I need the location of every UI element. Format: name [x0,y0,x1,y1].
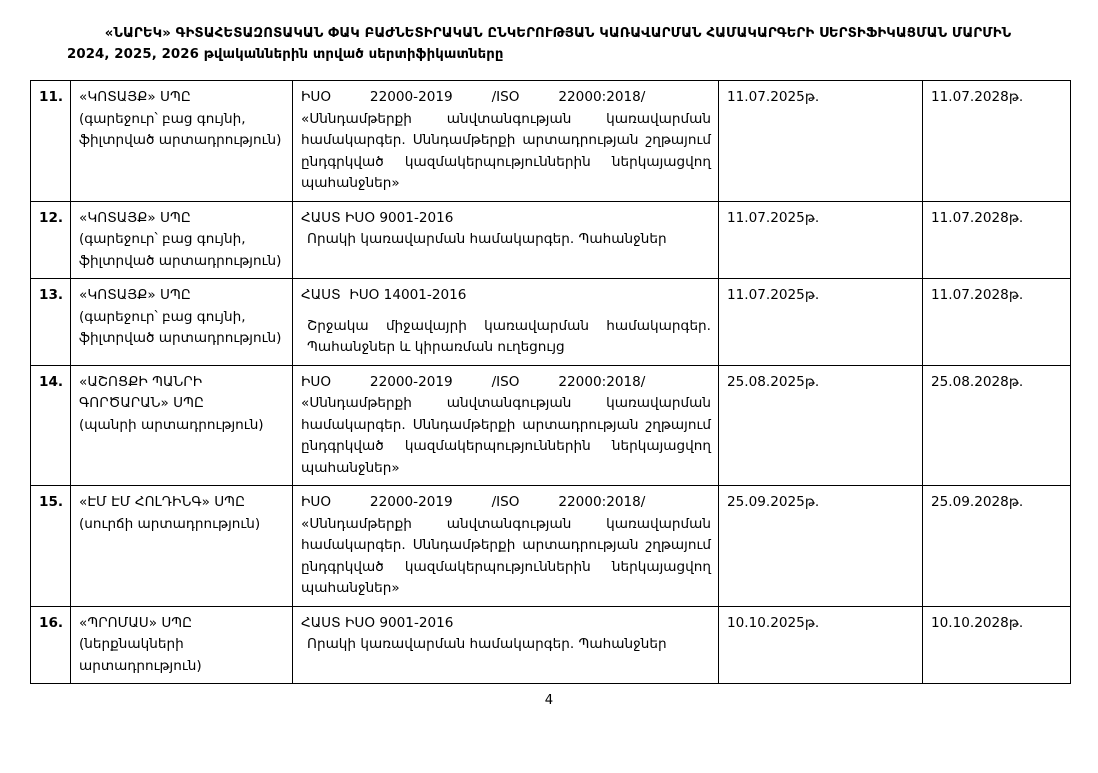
standard-title: ՀԱՍՏ ԻՍՕ 14001-2016 [301,287,467,303]
standard-cell [293,81,719,202]
organization-scope: (գարեջուր՝ բաց գույնի, ֆիլտրված արտադրություն) [79,308,282,346]
table-row [31,365,1071,486]
organization-name: «ՊՐՈՄԱՍ» ՍՊԸ [79,614,193,631]
organization-cell [71,365,293,486]
organization-name: «ԷՄ ԷՄ ՀՈԼԴԻՆԳ» ՍՊԸ [79,494,246,510]
standard-cell [293,365,719,486]
standard-description: Որակի կառավարման համակարգեր. Պահանջներ [307,231,667,247]
organization-name: «ԿՈՏԱՅՔ» ՍՊԸ [79,209,191,226]
expiry-date-cell: 10.10.2028թ. [923,606,1071,684]
issue-date-cell: 25.08.2025թ. [719,365,923,486]
issue-date-cell: 11.07.2025թ. [719,81,923,202]
standard-description: Որակի կառավարման համակարգեր. Պահանջներ [307,636,667,652]
certificates-table-body [31,81,1071,684]
certificates-table [30,80,1071,684]
table-row [31,606,1071,684]
row-number-cell: 12. [31,201,71,279]
issue-date-cell: 11.07.2025թ. [719,279,923,366]
standard-title: ՀԱՍՏ ԻՍՕ 9001-2016 [301,209,454,226]
organization-cell [71,606,293,684]
document-header [63,23,1053,65]
issue-date-cell: 25.09.2025թ. [719,486,923,607]
row-number-cell: 13. [31,279,71,366]
table-row [31,81,1071,202]
organization-cell [71,201,293,279]
row-number-cell: 15. [31,486,71,607]
header-title-line-2: 2024, 2025, 2026 թվականներին տրված սերտիֆիկատները [67,47,504,62]
page-number: 4 [544,693,554,708]
organization-scope: (գարեջուր՝ բաց գույնի, ֆիլտրված արտադրություն) [79,110,282,148]
header-title-line-1: «ՆԱՐԵԿ» ԳԻՏԱՀԵՏԱԶՈՏԱԿԱՆ ՓԱԿ ԲԱԺՆԵՏԻՐԱԿԱՆ ԸՆԿԵՐՈՒԹՅԱՆ ԿԱՌԱՎԱՐՄԱՆ ՀԱՄԱԿԱՐԳԵՐԻ ՍԵՐՏԻՖԻԿԱՑՄԱՆ ՄԱՐՄԻՆ [104,26,1012,41]
standard-description: «Սննդամթերքի անվտանգության կառավարման համակարգեր. Սննդամթերքի արտադրության շղթայում ընդգրկված կազմակերպություններին ներկայացվող պահանջներ» [301,515,711,596]
organization-name: «ԱՇՈՑՔԻ ՊԱՆՐԻ ԳՈՐԾԱՐԱՆ» ՍՊԸ [79,373,204,411]
standard-title: ՀԱՍՏ ԻՍՕ 9001-2016 [301,614,454,631]
spacer [301,307,711,316]
issue-date-cell: 11.07.2025թ. [719,201,923,279]
organization-name: «ԿՈՏԱՅՔ» ՍՊԸ [79,287,191,303]
expiry-date-cell: 11.07.2028թ. [923,81,1071,202]
standard-description: Շրջակա միջավայրի կառավարման համակարգեր. Պահանջներ և կիրառման ուղեցույց [307,317,711,355]
organization-scope: (սուրճի արտադրություն) [79,515,261,532]
standard-cell [293,201,719,279]
table-row [31,201,1071,279]
standard-description: «Սննդամթերքի անվտանգության կառավարման համակարգեր. Սննդամթերքի արտադրության շղթայում ընդգրկված կազմակերպություններին ներկայացվող պահանջներ» [301,395,711,476]
organization-scope: (գարեջուր՝ բաց գույնի, ֆիլտրված արտադրություն) [79,231,282,269]
expiry-date-cell: 25.09.2028թ. [923,486,1071,607]
standard-description: «Սննդամթերքի անվտանգության կառավարման համակարգեր. Սննդամթերքի արտադրության շղթայում ընդգրկված կազմակերպություններին ներկայացվող պահանջներ» [301,110,711,191]
standard-cell [293,606,719,684]
organization-scope: (պանրի արտադրություն) [79,416,264,433]
row-number-cell: 11. [31,81,71,202]
standard-title: ԻՍՕ 22000-2019 /ISO 22000:2018/ [301,494,646,510]
expiry-date-cell: 11.07.2028թ. [923,279,1071,366]
expiry-date-cell: 25.08.2028թ. [923,365,1071,486]
organization-name: «ԿՈՏԱՅՔ» ՍՊԸ [79,89,191,105]
expiry-date-cell: 11.07.2028թ. [923,201,1071,279]
organization-cell [71,81,293,202]
row-number-cell: 16. [31,606,71,684]
row-number-cell: 14. [31,365,71,486]
standard-cell [293,279,719,366]
issue-date-cell: 10.10.2025թ. [719,606,923,684]
standard-title: ԻՍՕ 22000-2019 /ISO 22000:2018/ [301,373,646,390]
organization-cell [71,486,293,607]
organization-cell [71,279,293,366]
table-row [31,279,1071,366]
standard-cell [293,486,719,607]
organization-scope: (ներքնակների արտադրություն) [79,636,202,674]
standard-title: ԻՍՕ 22000-2019 /ISO 22000:2018/ [301,89,646,105]
table-row [31,486,1071,607]
